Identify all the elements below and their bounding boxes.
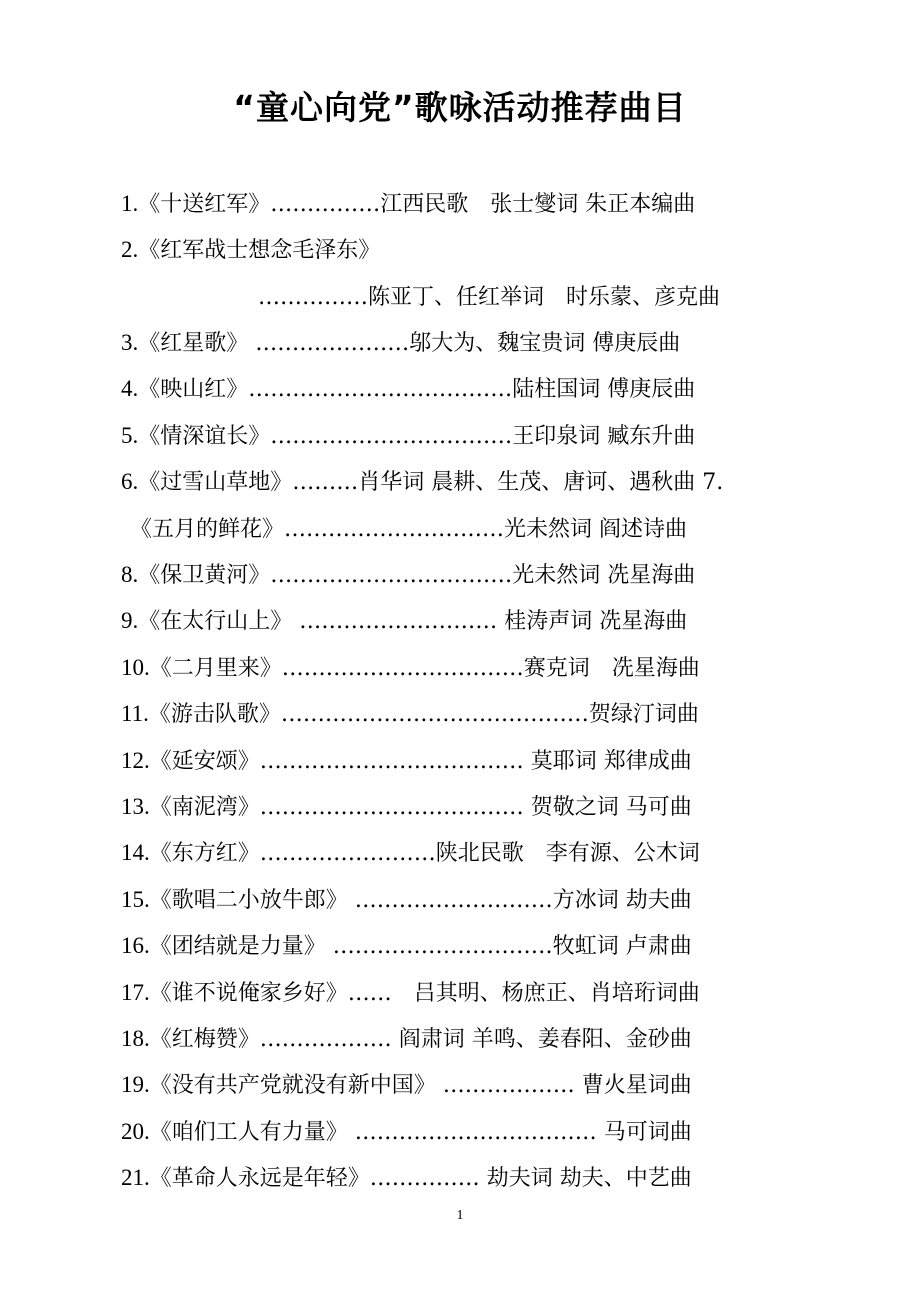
item-number: 15. — [121, 887, 150, 912]
list-item — [121, 884, 692, 916]
item-number: 6. — [121, 469, 139, 494]
item-text: 《咱们工人有力量》 …………………………… 马可词曲 — [149, 1120, 692, 1145]
item-text: 《在太行山上》 ……………………… 桂涛声词 冼星海曲 — [138, 609, 688, 634]
item-number: 1. — [121, 191, 139, 216]
item-number: 11. — [121, 701, 149, 726]
item-number: 16. — [121, 933, 150, 958]
list-item — [121, 652, 700, 684]
item-number: 19. — [121, 1072, 150, 1097]
list-item — [121, 745, 692, 777]
list-item — [121, 1069, 692, 1101]
item-number: 12. — [121, 748, 150, 773]
list-item — [121, 605, 687, 637]
item-number: 18. — [121, 1026, 150, 1051]
item-text: 《革命人永远是年轻》…………… 劫夫词 劫夫、中艺曲 — [149, 1166, 692, 1191]
page-number: 1 — [456, 1208, 464, 1223]
item-number: 4. — [121, 376, 139, 401]
item-text: 《保卫黄河》……………………………光未然词 冼星海曲 — [138, 563, 696, 588]
item-text: 《延安颂》……………………………… 莫耶词 郑律成曲 — [149, 749, 692, 774]
item-text: 《二月里来》……………………………赛克词 冼星海曲 — [149, 656, 700, 681]
list-item — [121, 234, 380, 266]
list-item — [121, 977, 700, 1009]
item-number: 2. — [121, 237, 139, 262]
document-title: “童心向党”歌咏活动推荐曲目 — [233, 88, 687, 127]
list-item — [121, 1162, 692, 1194]
item-text: 《东方红》……………………陕北民歌 李有源、公木词 — [149, 841, 700, 866]
item-text: 《情深谊长》……………………………王印泉词 臧东升曲 — [138, 424, 696, 449]
list-item — [121, 373, 695, 405]
item-number: 8. — [121, 562, 139, 587]
item-number: 5. — [121, 423, 139, 448]
item-number: 13. — [121, 794, 150, 819]
item-number: 14. — [121, 840, 150, 865]
item-text: 《歌唱二小放牛郎》 ………………………方冰词 劫夫曲 — [149, 888, 692, 913]
item-text: 《红星歌》 …………………邬大为、魏宝贵词 傅庚辰曲 — [138, 331, 681, 356]
list-item-continuation — [258, 281, 720, 313]
item-text: 《十送红军》……………江西民歌 张士燮词 朱正本编曲 — [138, 192, 696, 217]
list-item — [121, 698, 699, 730]
item-text: 《游击队歌》……………………………………贺绿汀词曲 — [148, 702, 699, 727]
item-text: 《五月的鲜花》…………………………光未然词 阎述诗曲 — [130, 517, 687, 542]
list-item — [121, 791, 692, 823]
item-number: 3. — [121, 330, 139, 355]
list-item — [121, 559, 695, 591]
item-text: 《团结就是力量》 …………………………牧虹词 卢肃曲 — [149, 934, 692, 959]
list-item — [121, 930, 692, 962]
list-item — [121, 327, 680, 359]
item-number: 17. — [121, 980, 150, 1005]
item-text: 《映山红》………………………………陆柱国词 傅庚辰曲 — [138, 377, 696, 402]
item-number: 21. — [121, 1165, 150, 1190]
list-item — [121, 1023, 692, 1055]
item-text: 《红梅赞》……………… 阎肃词 羊鸣、姜春阳、金砂曲 — [149, 1027, 692, 1052]
list-item — [121, 188, 695, 220]
item-text: 《过雪山草地》………肖华词 晨耕、生茂、唐诃、遇秋曲 7. — [138, 470, 724, 495]
list-item — [121, 1116, 692, 1148]
list-item-continuation — [130, 513, 687, 545]
list-item — [121, 466, 723, 498]
item-text: 《南泥湾》……………………………… 贺敬之词 马可曲 — [149, 795, 692, 820]
item-number: 9. — [121, 608, 139, 633]
item-text: 《红军战士想念毛泽东》 — [138, 238, 381, 263]
item-number: 20. — [121, 1119, 150, 1144]
item-number: 10. — [121, 655, 150, 680]
item-text: 《谁不说俺家乡好》…… 吕其明、杨庶正、肖培珩词曲 — [149, 981, 700, 1006]
item-text: ……………陈亚丁、任红举词 时乐蒙、彦克曲 — [258, 285, 721, 310]
list-item — [121, 837, 700, 869]
item-text: 《没有共产党就没有新中国》 ……………… 曹火星词曲 — [149, 1073, 692, 1098]
list-item — [121, 420, 695, 452]
